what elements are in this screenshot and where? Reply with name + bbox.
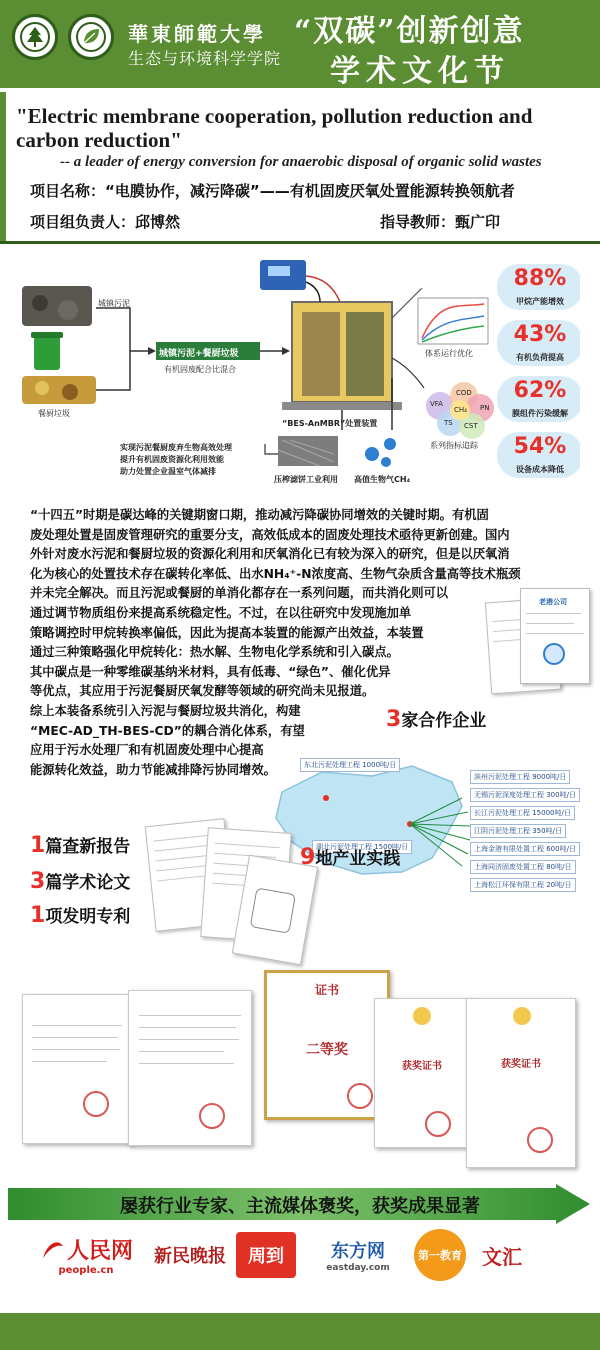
indicator-cod: COD [456,389,472,397]
paragraph-line: 能源转化效益，助力节能减排降污协同增效。 [30,762,276,777]
stat-label-methane: 甲烷产能增效 [516,297,564,306]
title-accent-bar [0,92,6,242]
paragraph-line: 应用于污水处理厂和有机固废处理中心提高 [30,743,264,758]
stat-value-load: 43% [513,322,567,347]
kitchen-waste-photo [22,376,96,404]
college-name: 生态与环境科学学院 [128,49,282,68]
achievement-banner-text: 屡获行业专家、主流媒体褒奖，获奖成果显著 [120,1196,480,1217]
paragraph-line: “十四五”时期是碳达峰的关键期窗口期，推动减污降碳协同增效的关键时期。有机固 [30,508,489,522]
project-leader: 项目组负责人：邱博然 [30,213,181,231]
indicator-ch4: CH₄ [454,406,467,414]
wenhui-logo: 文汇 [482,1244,522,1269]
partners-count: 3家合作企业 [386,707,487,732]
page-header [0,0,600,88]
certificate-title: 证书 [314,983,339,997]
indicator-cst: CST [464,422,478,430]
english-subtitle: -- a leader of energy conversion for anaerobic disposal of organic solid wastes [60,154,542,170]
mix-caption: 有机固废配合比混合 [164,365,236,374]
paragraph-line: 等优点，其应用于污泥餐厨厌氧发酵等领域的研究尚未见报道。 [30,684,375,699]
university-logo [12,14,58,60]
certificate-second-prize [264,970,390,1120]
company-entry: 江阴污泥处理工程 350吨/日 [470,824,566,838]
benefit-bullet-1: 实现污泥餐厨废弃生物高效处理 [120,443,232,452]
reactor-label: “BES-AnMBR”处置装置 [282,419,378,428]
people-swoosh-icon [39,1236,67,1264]
map-site: 湖北污泥处理工程 1500吨/日 [312,840,412,854]
sludge-label: 城镇污泥 [98,299,130,308]
project-name: 项目名称：“电膜协作，减污降碳”——有机固废厌氧处置能源转换领航者 [30,182,515,200]
kitchen-waste-label: 餐厨垃圾 [38,409,70,418]
stat-label-membrane: 膜组件污染缓解 [512,409,568,418]
filter-cake-label: 压榨滤饼工业利用 [274,475,338,484]
certificate-award [466,998,576,1168]
papers-count: 3篇学术论文 [30,869,131,894]
first-education-logo: 第一教育 [414,1229,466,1281]
biogas-bubbles-icon [365,438,396,467]
stat-value-cost: 54% [513,434,567,459]
certificate-letter [22,994,132,1144]
company-entry: 上海金港有限处置工程 600吨/日 [470,842,580,856]
paragraph-line: 化为核心的处置技术存在碳转化率低、出水NH₄⁺-N浓度高、生物气杂质含量高等技术瓶颈 [30,566,521,581]
project-advisor: 指导教师：甄广印 [380,213,501,231]
practice-count: 9地产业实践 [300,845,401,870]
college-logo [68,14,114,60]
eastday-logo: 东方网 eastday.com [326,1241,390,1273]
leaf-emblem-icon [75,21,107,53]
partner-document [520,588,590,684]
indicator-ts: TS [444,419,453,427]
company-entry: 无锡污泥深度处理工程 300吨/日 [470,788,580,802]
stat-value-membrane: 62% [513,378,567,403]
stat-label-load: 有机负荷提高 [516,353,564,362]
map-site: 东北污泥处理工程 1000吨/日 [300,758,400,772]
company-entry: 上海同济固废处置工程 80吨/日 [470,860,576,874]
benefit-bullet-3: 助力处置企业温室气体减排 [120,467,216,476]
festival-title-line1: “双碳”创新创意 [294,14,525,49]
company-entry: 上海松江环保有限工程 20吨/日 [470,878,576,892]
benefit-bullet-2: 提升有机固废资源化利用效能 [120,455,224,464]
paragraph-line: 外针对废水污泥和餐厨垃圾的资源化利用和厌氧消化已有较为深入的研究，但是以厌氧消 [30,547,510,562]
award-title: 获奖证书 [501,1059,541,1070]
xinmin-evening-logo: 新民晚报 [154,1246,226,1267]
paragraph-line: 通过三种策略强化甲烷转化：热水解、生物电化学系统和引入碳点。 [30,645,399,660]
english-title: "Electric membrane cooperation, pollution reduction and carbon reduction" [16,104,533,152]
mix-box-label: 城镇污泥+餐厨垃圾 [159,349,239,359]
festival-title-line2: 学术文化节 [330,54,510,89]
stat-value-methane: 88% [513,266,567,291]
partner-name: 老港公司 [539,598,567,606]
university-name: 華東師範大學 [128,22,266,46]
people-daily-logo: 人民网 people.cn [28,1232,144,1278]
stat-label-cost: 设备成本降低 [516,465,564,474]
process-diagram-graphics [20,258,580,498]
second-prize-label: 二等奖 [306,1042,348,1058]
zhoudao-logo: 周到 [236,1232,296,1278]
paragraph-line: “MEC-AD_TH-BES-CD”的耦合消化体系，有望 [30,723,305,738]
indicator-pn: PN [480,404,490,412]
optimization-label: 体系运行优化 [425,349,473,358]
trash-bin-icon [31,332,63,370]
award-emblem-icon [413,1007,431,1025]
company-entry: 滨州污泥处理工程 9000吨/日 [470,770,570,784]
company-entry: 长江污泥处理工程 15000吨/日 [470,806,575,820]
indicators-label: 系列指标追踪 [430,441,478,450]
process-diagram [20,258,580,498]
report-count: 1篇查新报告 [30,833,131,858]
indicator-vfa: VFA [430,400,443,408]
page-footer [0,1313,600,1350]
paragraph-line: 通过调节物质组份来提高系统稳定性。不过，在以往研究中发现施加单 [30,605,412,620]
award-title: 获奖证书 [402,1061,442,1072]
header-divider [0,241,600,244]
biogas-label: 高值生物气CH₄ [354,475,411,484]
award-emblem-icon [513,1007,531,1025]
pine-emblem-icon [19,21,51,53]
certificate-award [374,998,470,1148]
sludge-photo [22,286,92,326]
paragraph-line: 废处理处置是固废管理研究的重要分支，高效低成本的固废处理技术亟待更新创建。国内 [30,527,510,542]
paragraph-line: 综上本装备系统引入污泥与餐厨垃圾共消化，构建 [30,703,301,718]
paragraph-line: 其中碳点是一种零维碳基纳米材料，具有低毒、“绿色”、催化优异 [30,664,391,679]
partner-logo-icon [543,643,565,665]
paragraph-line: 并未完全解决。而且污泥或餐厨的单消化都存在一系列问题，而共消化则可以 [30,586,449,601]
patent-count: 1项发明专利 [30,903,131,928]
paragraph-line: 策略调控时甲烷转换率偏低，因此为提高本装置的能源产出效益，本装置 [30,625,424,640]
certificate-letter [128,990,252,1146]
